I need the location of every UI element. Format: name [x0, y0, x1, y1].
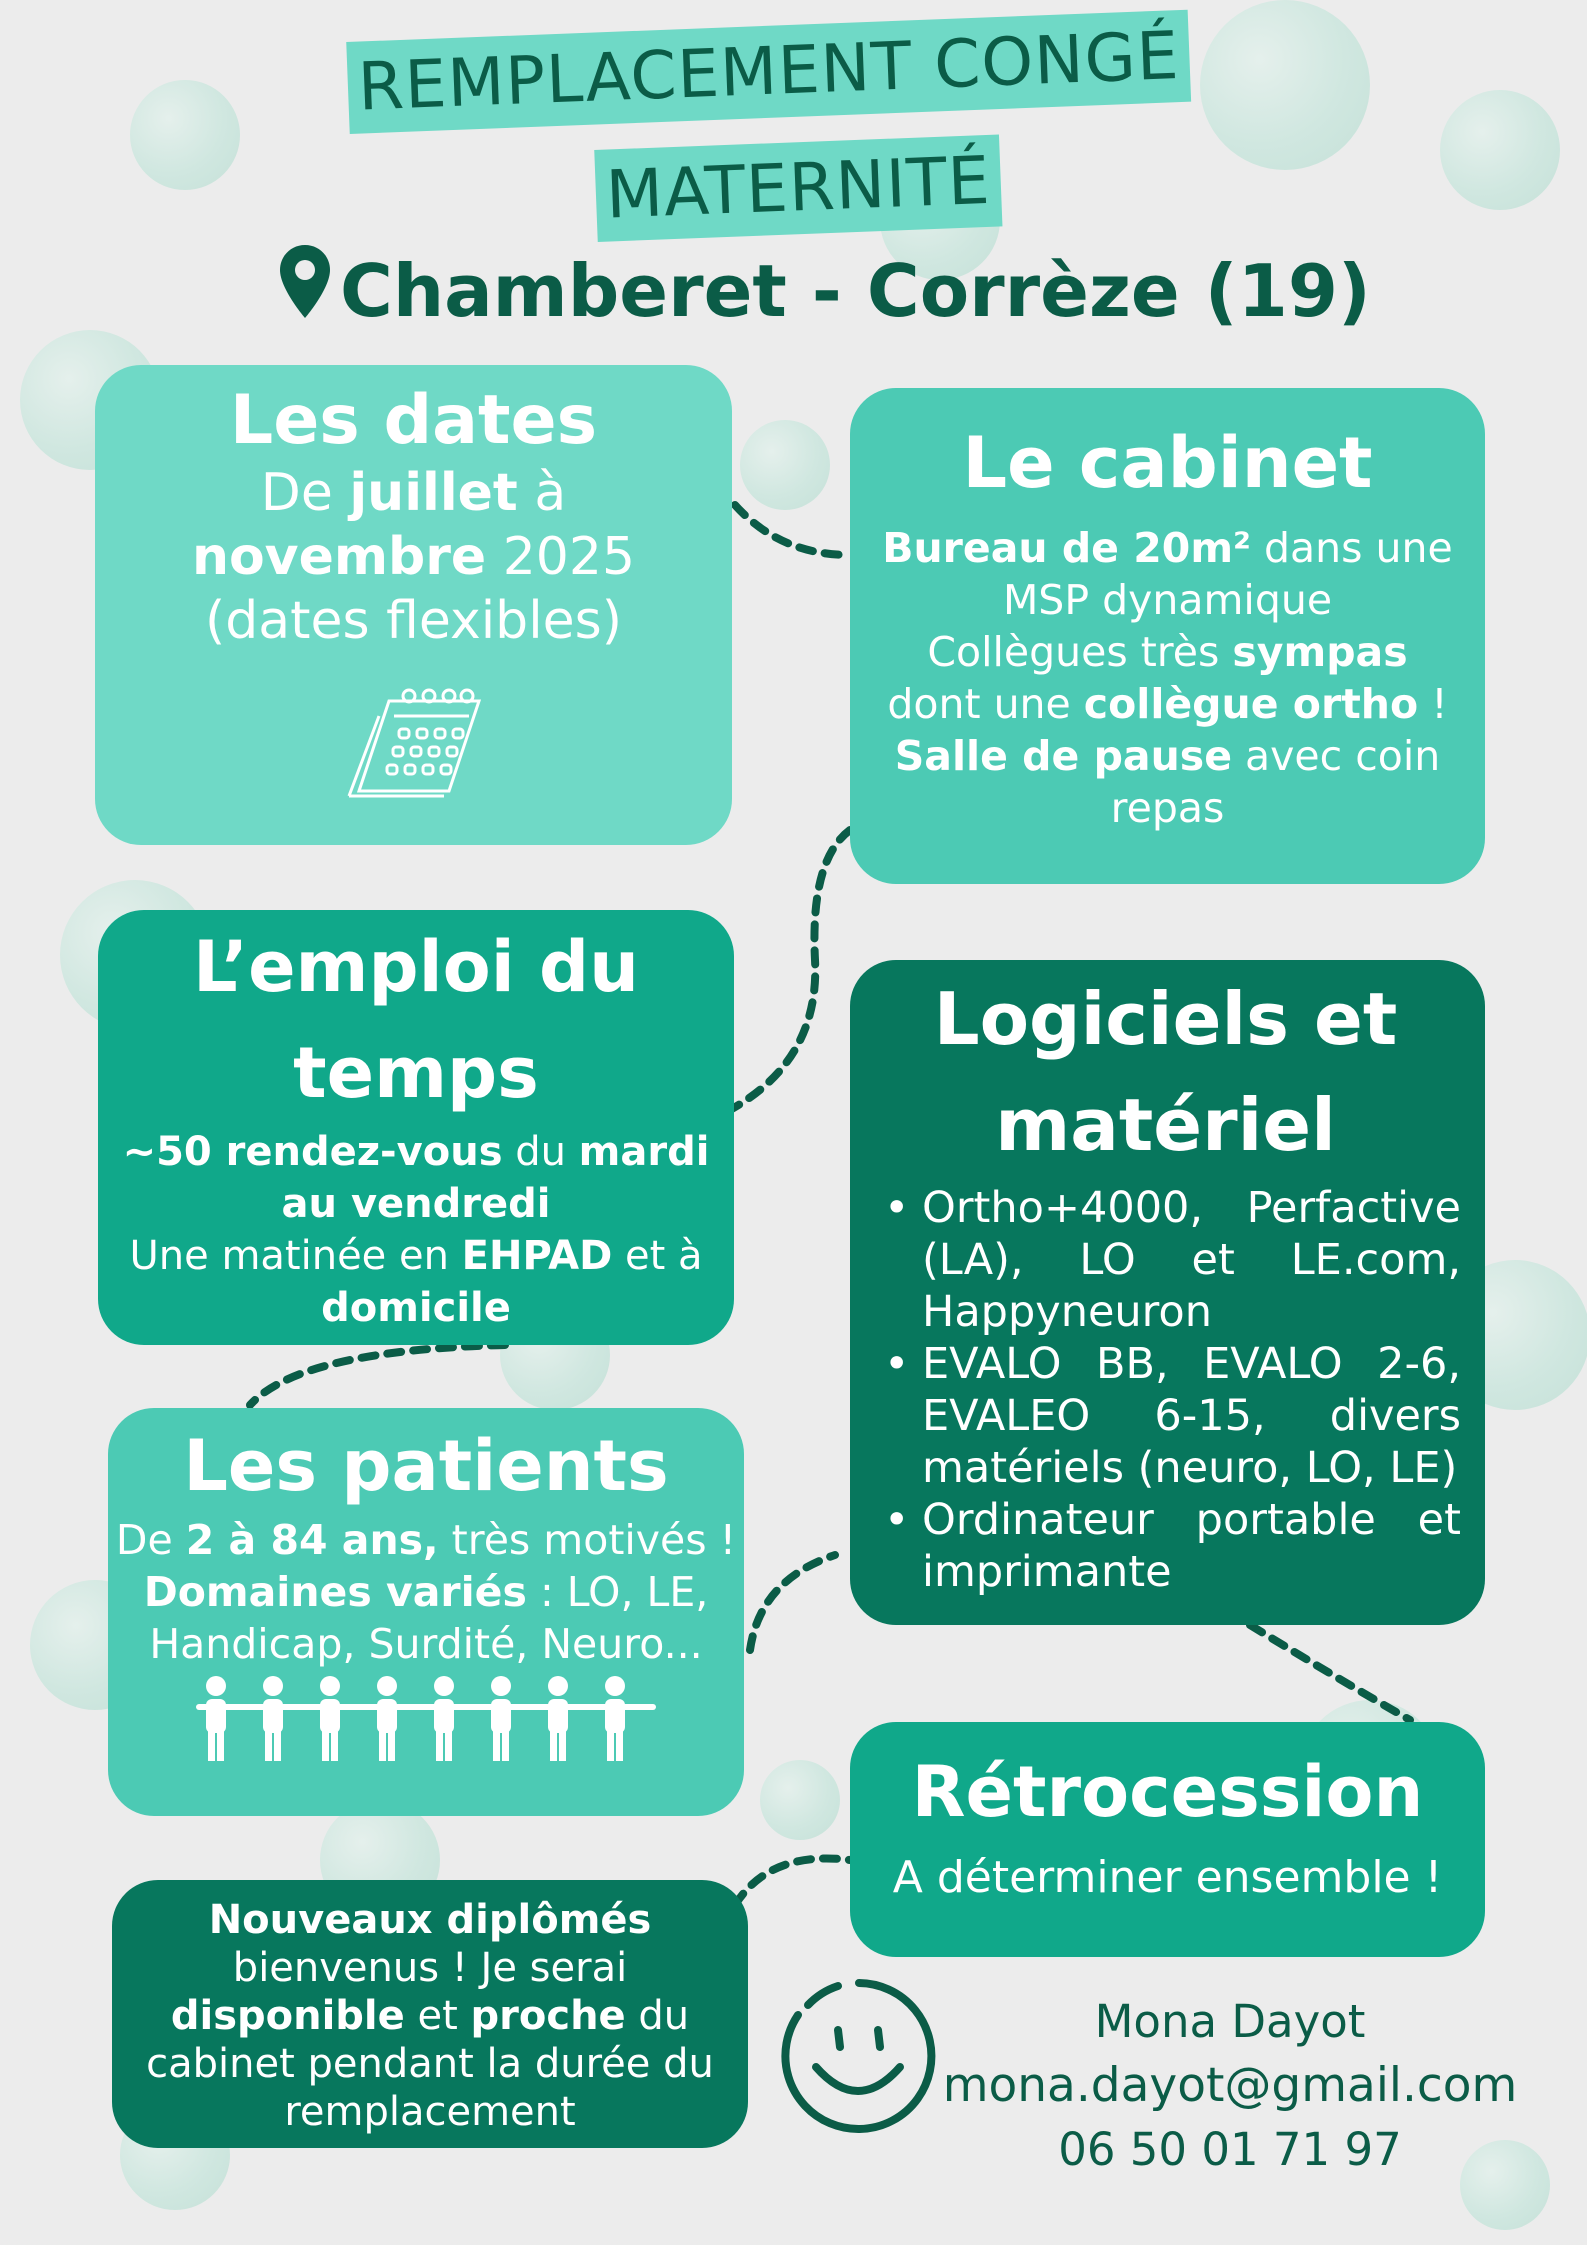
logiciels-list — [870, 1182, 1461, 1598]
emploi-b1: ~50 rendez-vous — [122, 1129, 503, 1175]
calendar-icon — [95, 671, 732, 815]
card-cabinet — [850, 388, 1485, 884]
title-line-1: REMPLACEMENT CONGÉ — [346, 10, 1191, 134]
patients-heading: Les patients — [183, 1425, 669, 1507]
cabinet-t4: ! — [1418, 680, 1448, 728]
cabinet-b2: sympas — [1232, 628, 1408, 676]
nouveaux-t1: bienvenus ! Je serai — [232, 1945, 628, 1991]
emploi-t1: du — [502, 1129, 579, 1175]
dates-b2: novembre — [191, 527, 487, 587]
people-row-icon — [112, 1674, 740, 1768]
dates-b1: juillet — [349, 463, 518, 523]
dates-t3: 2025 — [486, 527, 636, 587]
card-emploi — [98, 910, 734, 1345]
cabinet-t2: Collègues très — [927, 628, 1233, 676]
emploi-heading: L’emploi du temps — [192, 926, 639, 1114]
logiciels-item: • Ortho+4000, Perfactive (LA), LO et LE.com, Happyneuron — [922, 1182, 1461, 1338]
patients-b2: Domaines variés — [143, 1568, 527, 1616]
cabinet-b4: Salle de pause — [894, 732, 1232, 780]
card-patients — [108, 1408, 744, 1816]
emploi-text — [104, 1126, 728, 1334]
patients-t1: De — [115, 1516, 186, 1564]
contact-email[interactable]: mona.dayot@gmail.com — [942, 2058, 1518, 2113]
card-dates — [95, 365, 732, 845]
nouveaux-b1: Nouveaux diplômés — [208, 1897, 652, 1943]
patients-text — [112, 1514, 740, 1670]
connector-nouveaux-retro — [735, 1858, 850, 1905]
location-text: Chamberet - Corrèze (19) — [340, 248, 1371, 333]
contact-block — [940, 1990, 1520, 2182]
map-pin-icon — [278, 243, 332, 338]
dates-text — [95, 461, 732, 653]
cabinet-text — [868, 522, 1467, 834]
logiciels-item: • Ordinateur portable et imprimante — [922, 1494, 1461, 1598]
connector-patients-logiciels — [750, 1555, 835, 1650]
dates-t2: à — [517, 463, 567, 523]
emploi-t3: et à — [612, 1233, 703, 1279]
smiley-icon — [778, 1975, 940, 2141]
patients-b1: 2 à 84 ans, — [185, 1516, 439, 1564]
location — [278, 243, 1371, 338]
patients-t3: : LO, LE, Handicap, Surdité, Neuro... — [149, 1568, 709, 1668]
logiciels-item: • EVALO BB, EVALO 2-6, EVALEO 6-15, divers matériels (neuro, LO, LE) — [922, 1338, 1461, 1494]
dates-heading: Les dates — [229, 381, 598, 460]
retro-heading: Rétrocession — [911, 1751, 1424, 1833]
cabinet-t5: avec coin repas — [1110, 732, 1441, 832]
emploi-t2: Une matinée en — [129, 1233, 462, 1279]
nouveaux-t2: et — [404, 1993, 471, 2039]
dates-t1: De — [260, 463, 350, 523]
contact-name: Mona Dayot — [1094, 1995, 1366, 2048]
title-line-2: MATERNITÉ — [594, 134, 1002, 241]
patients-t2: très motivés ! — [438, 1516, 737, 1564]
cabinet-t3: dont une — [887, 680, 1084, 728]
emploi-b4: domicile — [321, 1285, 511, 1331]
nouveaux-b3: proche — [470, 1993, 626, 2039]
nouveaux-text — [122, 1896, 738, 2136]
card-logiciels — [850, 960, 1485, 1625]
contact-phone[interactable]: 06 50 01 71 97 — [1058, 2123, 1402, 2176]
connector-emploi-patients — [250, 1345, 505, 1405]
nouveaux-b2: disponible — [170, 1993, 405, 2039]
retro-text: A déterminer ensemble ! — [892, 1852, 1443, 1903]
card-nouveaux — [112, 1880, 748, 2148]
connector-cabinet-emploi — [730, 830, 850, 1110]
emploi-b2: mardi au vendredi — [281, 1129, 710, 1227]
cabinet-b1: Bureau de 20m² — [882, 524, 1251, 572]
nouveaux-t3: du cabinet pendant la durée du remplacement — [146, 1993, 714, 2135]
connector-logiciels-retro — [1250, 1625, 1410, 1720]
dates-t4: (dates flexibles) — [204, 591, 623, 651]
card-retrocession — [850, 1722, 1485, 1957]
logiciels-heading: Logiciels et matériel — [933, 977, 1398, 1167]
cabinet-t1: dans une MSP dynamique — [1002, 524, 1453, 624]
cabinet-b3: collègue ortho — [1083, 680, 1419, 728]
connector-dates-cabinet — [735, 505, 850, 555]
emploi-b3: EHPAD — [461, 1233, 613, 1279]
cabinet-heading: Le cabinet — [962, 422, 1373, 504]
